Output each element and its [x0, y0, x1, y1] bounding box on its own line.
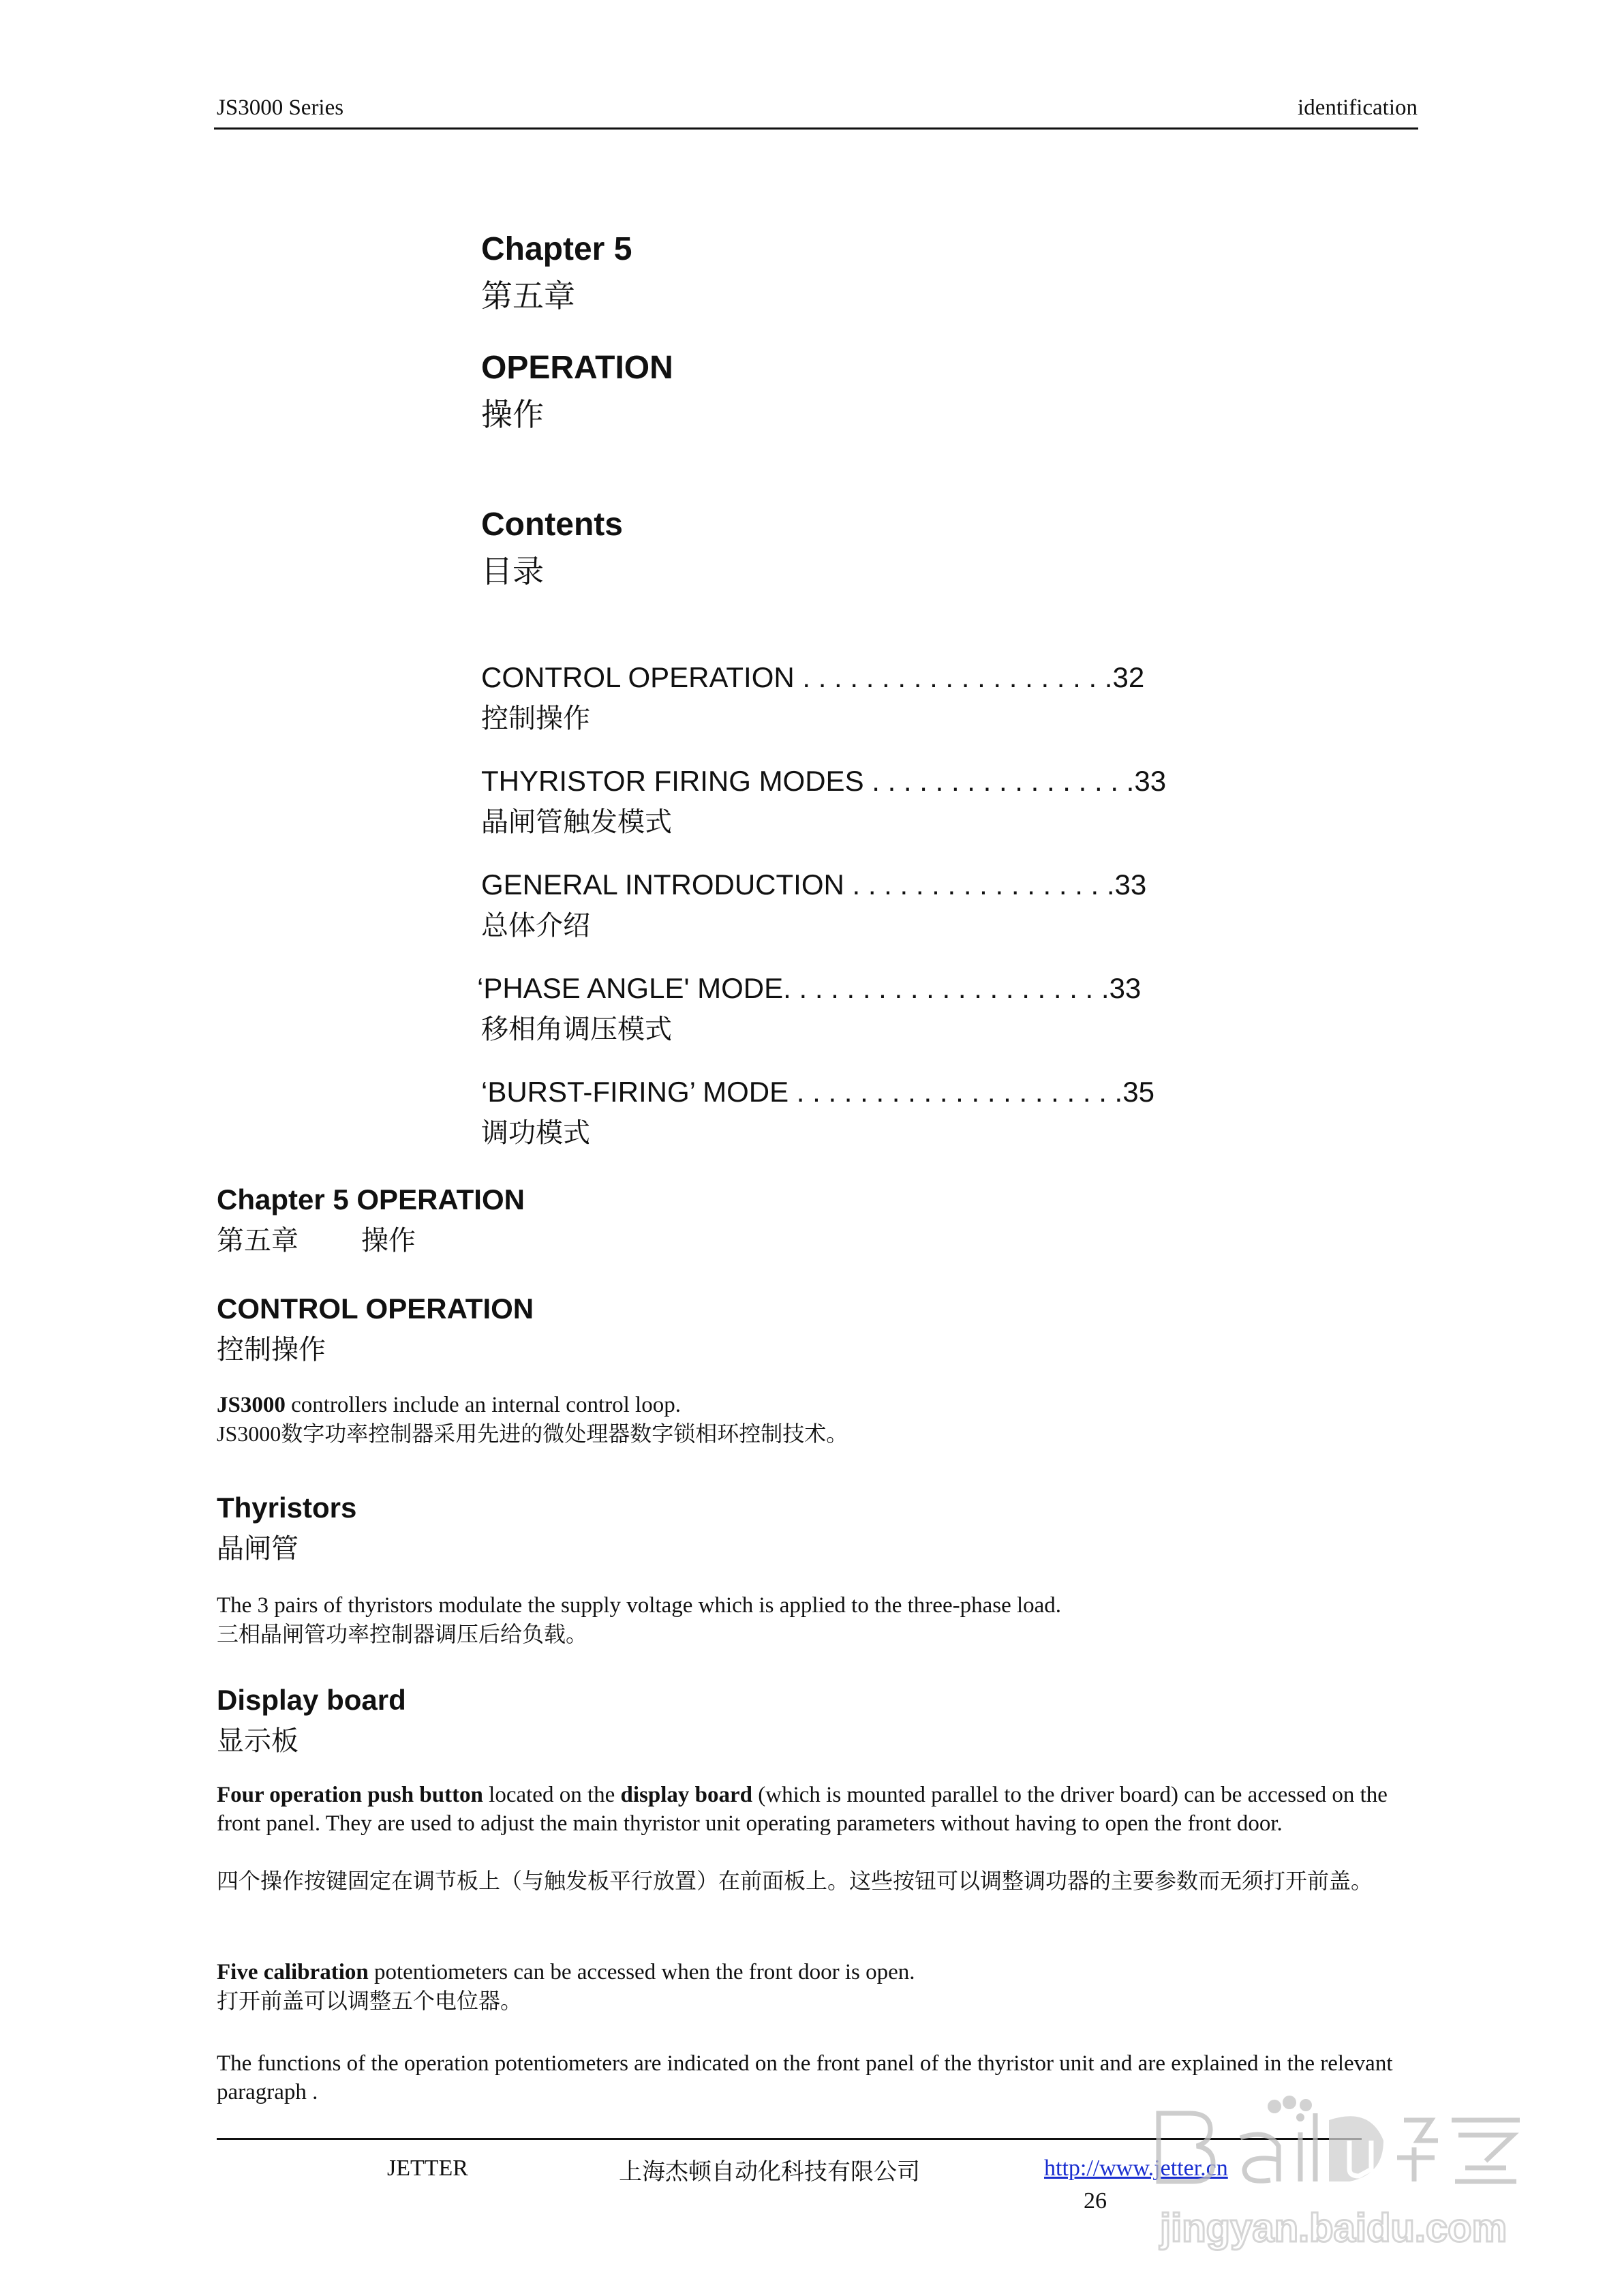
toc-entry-thyristor-firing-modes-cn: 晶闸管触发模式: [481, 807, 672, 837]
toc-entry-general-introduction[interactable]: GENERAL INTRODUCTION . . . . . . . . . . . . . . . . .33: [481, 868, 1147, 901]
baidu-jingyan-watermark: [1145, 2093, 1540, 2263]
contents-title: Contents: [481, 507, 623, 543]
toc-entry-phase-angle-mode[interactable]: ‘PHASE ANGLE' MODE. . . . . . . . . . . . . . . . . . . . .33: [477, 972, 1142, 1004]
display-paragraph-2: [217, 1958, 1416, 1987]
control-paragraph-cn: JS3000数字功率控制器采用先进的微处理器数字锁相环控制技术。: [217, 1421, 848, 1446]
section-heading-control-operation: CONTROL OPERATION: [217, 1293, 534, 1325]
toc-entry-control-operation-cn: 控制操作: [481, 704, 590, 734]
display-paragraph-2-cn: 打开前盖可以调整五个电位器。: [217, 1989, 523, 2013]
section-heading-display-board-cn: 显示板: [217, 1726, 299, 1756]
display-paragraph-1-cn: 四个操作按键固定在调节板上（与触发板平行放置）在前面板上。这些按钮可以调整调功器的主要参数而无须打开前盖。: [217, 1869, 1373, 1893]
display-p1-bold-2: display board: [620, 1783, 753, 1807]
header-series: JS3000 Series: [217, 95, 344, 120]
footer-company-cn: 上海杰顿自动化科技有限公司: [619, 2160, 920, 2185]
toc-entry-control-operation[interactable]: CONTROL OPERATION . . . . . . . . . . . . . . . . . . . .32: [481, 661, 1145, 693]
display-paragraph-1: [217, 1781, 1418, 1838]
contents-title-cn: 目录: [481, 554, 544, 589]
control-paragraph-bold: JS3000: [217, 1393, 286, 1417]
section-heading-display-board: Display board: [217, 1684, 406, 1716]
chapter-heading: Chapter 5 OPERATION: [217, 1183, 525, 1215]
display-p1-bold-1: Four operation push button: [217, 1783, 483, 1807]
header-section: identification: [1298, 95, 1418, 120]
control-paragraph-text: controllers include an internal control loop.: [285, 1393, 681, 1417]
chapter-title: Chapter 5: [481, 231, 632, 267]
thyristors-paragraph: The 3 pairs of thyristors modulate the supply voltage which is applied to the three-phase load.: [217, 1593, 1062, 1618]
footer-website-link[interactable]: http://www.jetter.cn: [1044, 2156, 1228, 2181]
toc-entry-burst-firing-mode-cn: 调功模式: [481, 1118, 590, 1148]
header-rule: [214, 127, 1418, 130]
display-p1-text-1: located on the: [483, 1783, 621, 1807]
chapter-heading-cn-1: 第五章: [217, 1226, 299, 1256]
chapter-heading-cn-2: 操作: [361, 1226, 416, 1256]
section-heading-thyristors-cn: 晶闸管: [217, 1534, 299, 1564]
chapter-title-cn: 第五章: [481, 278, 575, 314]
toc-entry-phase-angle-mode-cn: 移相角调压模式: [481, 1014, 672, 1044]
section-heading-thyristors: Thyristors: [217, 1492, 357, 1524]
operation-title: OPERATION: [481, 350, 673, 386]
watermark-url: jingyan.baidu.com: [1160, 2206, 1508, 2250]
display-p1-text-2: (which is mounted parallel to the driver board) can be accessed on the front panel. They are used to adjust the main thyristor unit operating parameters without having to open the front door.: [217, 1783, 1388, 1836]
operation-title-cn: 操作: [481, 397, 544, 432]
section-heading-control-operation-cn: 控制操作: [217, 1335, 326, 1365]
display-p2-text: potentiometers can be accessed when the front door is open.: [368, 1960, 915, 1984]
thyristors-paragraph-cn: 三相晶闸管功率控制器调压后给负载。: [217, 1622, 588, 1646]
toc-entry-thyristor-firing-modes[interactable]: THYRISTOR FIRING MODES . . . . . . . . . . . . . . . . .33: [481, 765, 1167, 797]
toc-entry-burst-firing-mode[interactable]: ‘BURST-FIRING’ MODE . . . . . . . . . . . . . . . . . . . . .35: [481, 1076, 1154, 1108]
page-number: 26: [1084, 2188, 1107, 2214]
control-paragraph: [217, 1391, 1416, 1419]
toc-entry-general-introduction-cn: 总体介绍: [481, 911, 590, 941]
display-paragraph-3: The functions of the operation potentiometers are indicated on the front panel of the thyristor unit and are explained in the relevant paragraph .: [217, 2051, 1393, 2104]
footer-company: JETTER: [387, 2156, 468, 2181]
display-p2-bold: Five calibration: [217, 1960, 369, 1984]
